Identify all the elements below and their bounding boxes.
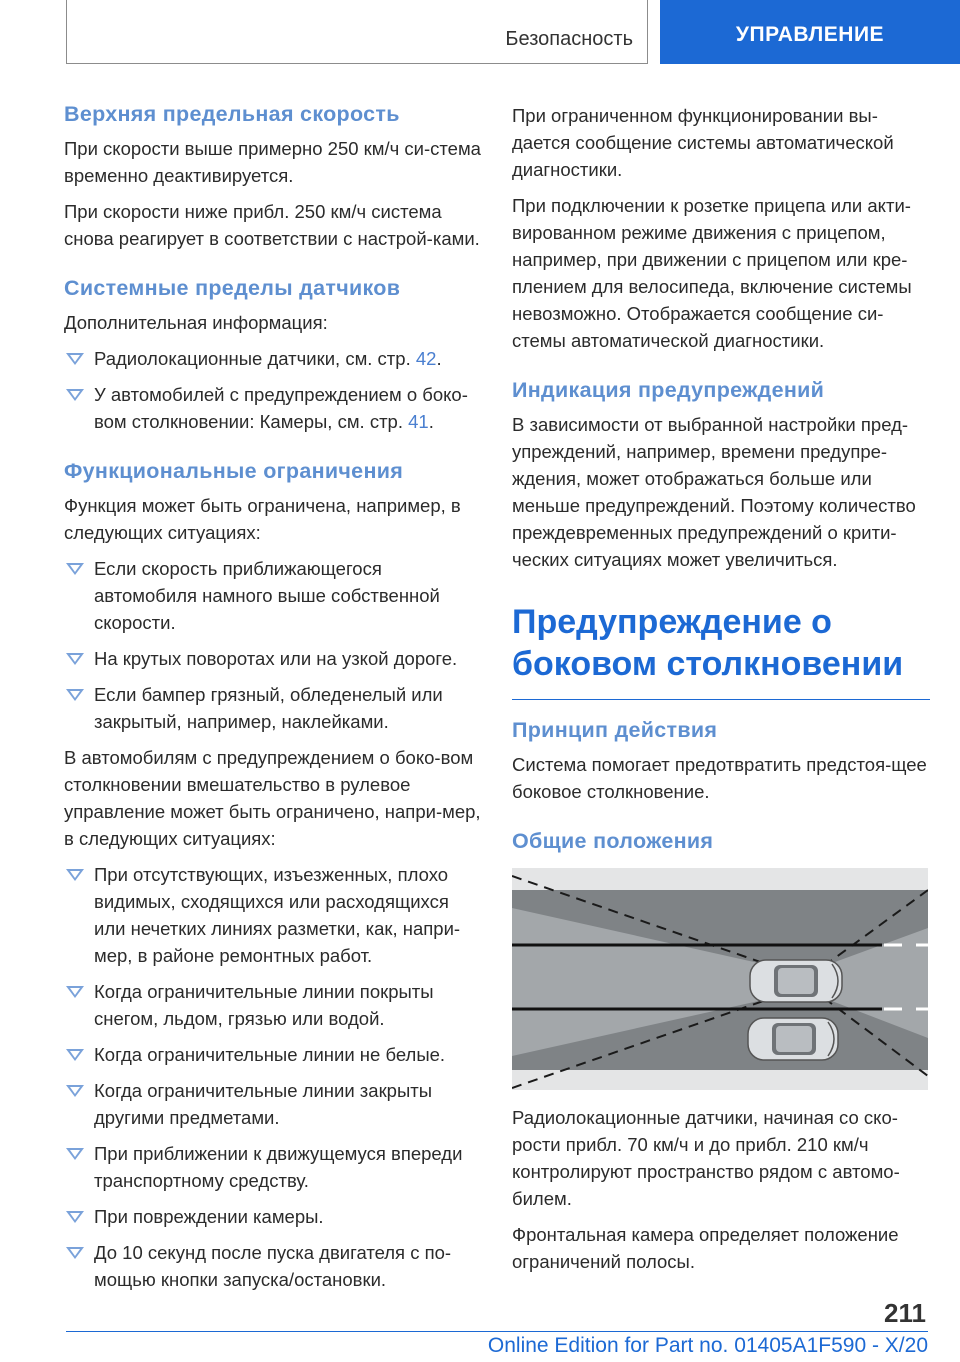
triangle-bullet-icon bbox=[66, 869, 84, 881]
right-column bbox=[512, 102, 930, 1284]
paragraph-trailer: При подключении к розетке прицепа или акти-вированном режиме движения с прицепом, например, при движении с прицепом или кре-плением для велосипеда, включение системы невозможно. Отображается сообщение си-стемы автоматической диагностики. bbox=[512, 195, 912, 351]
functional-limits-list bbox=[64, 555, 484, 735]
side-collision-sensor-illustration bbox=[512, 868, 928, 1090]
paragraph-additional-info: Дополнительная информация: bbox=[64, 312, 328, 333]
chapter-title-side-collision-warning: Предупреждение о боковом столкновении bbox=[512, 601, 930, 700]
sensor-limits-list bbox=[64, 345, 484, 435]
list-item: На крутых поворотах или на узкой дороге. bbox=[64, 645, 484, 672]
page-number: 211 bbox=[884, 1298, 926, 1328]
paragraph-speed-below: При скорости ниже прибл. 250 км/ч система снова реагирует в соответствии с настрой-ками. bbox=[64, 201, 480, 249]
list-item: Когда ограничительные линии не белые. bbox=[64, 1041, 484, 1068]
header-chapter-tab[interactable] bbox=[660, 0, 960, 64]
triangle-bullet-icon bbox=[66, 1247, 84, 1259]
paragraph-speed-above: При скорости выше примерно 250 км/ч си-стема временно деактивируется. bbox=[64, 138, 481, 186]
heading-sensor-limits: Системные пределы датчиков bbox=[64, 276, 401, 300]
triangle-bullet-icon bbox=[66, 1211, 84, 1223]
list-item: Если скорость приближающегося автомобиля намного выше собственной скорости. bbox=[64, 555, 484, 636]
triangle-bullet-icon bbox=[66, 986, 84, 998]
list-item: У автомобилей с предупреждением о боко-вом столкновении: Камеры, см. стр. 41. bbox=[64, 381, 484, 435]
triangle-bullet-icon bbox=[66, 389, 84, 401]
triangle-bullet-icon bbox=[66, 353, 84, 365]
paragraph-limits-intro: Функция может быть ограничена, например, в следующих ситуациях: bbox=[64, 495, 461, 543]
heading-general-info: Общие положения bbox=[512, 829, 714, 853]
left-column bbox=[64, 102, 484, 1302]
list-item: Когда ограничительные линии покрыты снегом, льдом, грязью или водой. bbox=[64, 978, 484, 1032]
paragraph-radar-sensors: Радиолокационные датчики, начиная со ско-рости прибл. 70 км/ч и до прибл. 210 км/ч контролируют пространство рядом с автомо-билем. bbox=[512, 1107, 900, 1209]
list-item: Радиолокационные датчики, см. стр. 42. bbox=[64, 345, 484, 372]
list-item: До 10 секунд после пуска двигателя с по-мощью кнопки запуска/остановки. bbox=[64, 1239, 484, 1293]
heading-warning-display: Индикация предупреждений bbox=[512, 378, 825, 402]
triangle-bullet-icon bbox=[66, 1148, 84, 1160]
steering-limits-list bbox=[64, 861, 484, 1293]
heading-functional-limits: Функциональные ограничения bbox=[64, 459, 404, 483]
paragraph-warning-display: В зависимости от выбранной настройки пред-упреждений, например, времени предупре-ждения, может отображаться больше или меньше предупреждений. Поэтому количество преждевременных предупреждений о крити-ческих ситуациях может увеличиться. bbox=[512, 414, 916, 570]
triangle-bullet-icon bbox=[66, 1049, 84, 1061]
header-section-title: Безопасность bbox=[505, 28, 633, 50]
paragraph-steering-intro: В автомобилям с предупреждением о боко-вом столкновении вмешательство в рулевое управление может быть ограничено, напри-мер, в следующих ситуациях: bbox=[64, 747, 481, 849]
triangle-bullet-icon bbox=[66, 563, 84, 575]
list-item: Если бампер грязный, обледенелый или закрытый, например, наклейками. bbox=[64, 681, 484, 735]
page-reference-link[interactable]: 41 bbox=[408, 411, 429, 432]
heading-upper-speed-limit: Верхняя предельная скорость bbox=[64, 102, 400, 126]
paragraph-limited-function: При ограниченном функционировании вы-дается сообщение системы автоматической диагностики. bbox=[512, 105, 894, 180]
footer-divider bbox=[66, 1331, 928, 1332]
adjacent-vehicle bbox=[748, 1018, 838, 1060]
triangle-bullet-icon bbox=[66, 689, 84, 701]
paragraph-front-camera: Фронтальная камера определяет положение ограничений полосы. bbox=[512, 1224, 899, 1272]
header-chapter-label: УПРАВЛЕНИЕ bbox=[735, 23, 885, 46]
list-item: При повреждении камеры. bbox=[64, 1203, 484, 1230]
heading-operating-principle: Принцип действия bbox=[512, 718, 718, 742]
page-reference-link[interactable]: 42 bbox=[415, 348, 437, 369]
list-item: При приближении к движущемуся впереди транспортному средству. bbox=[64, 1140, 484, 1194]
list-item: При отсутствующих, изъезженных, плохо видимых, сходящихся или расходящихся или нечетких линиях разметки, как, напри-мер, в районе ремонтных работ. bbox=[64, 861, 484, 969]
header-section-box bbox=[66, 0, 648, 64]
list-item: Когда ограничительные линии закрыты другими предметами. bbox=[64, 1077, 484, 1131]
ego-vehicle bbox=[750, 960, 842, 1002]
triangle-bullet-icon bbox=[66, 1085, 84, 1097]
triangle-bullet-icon bbox=[66, 653, 84, 665]
paragraph-operating-principle: Система помогает предотвратить предстоя-щее боковое столкновение. bbox=[512, 754, 927, 802]
footer-edition-link[interactable]: Online Edition for Part no. 01405A1F590 - X/20 bbox=[487, 1334, 928, 1357]
